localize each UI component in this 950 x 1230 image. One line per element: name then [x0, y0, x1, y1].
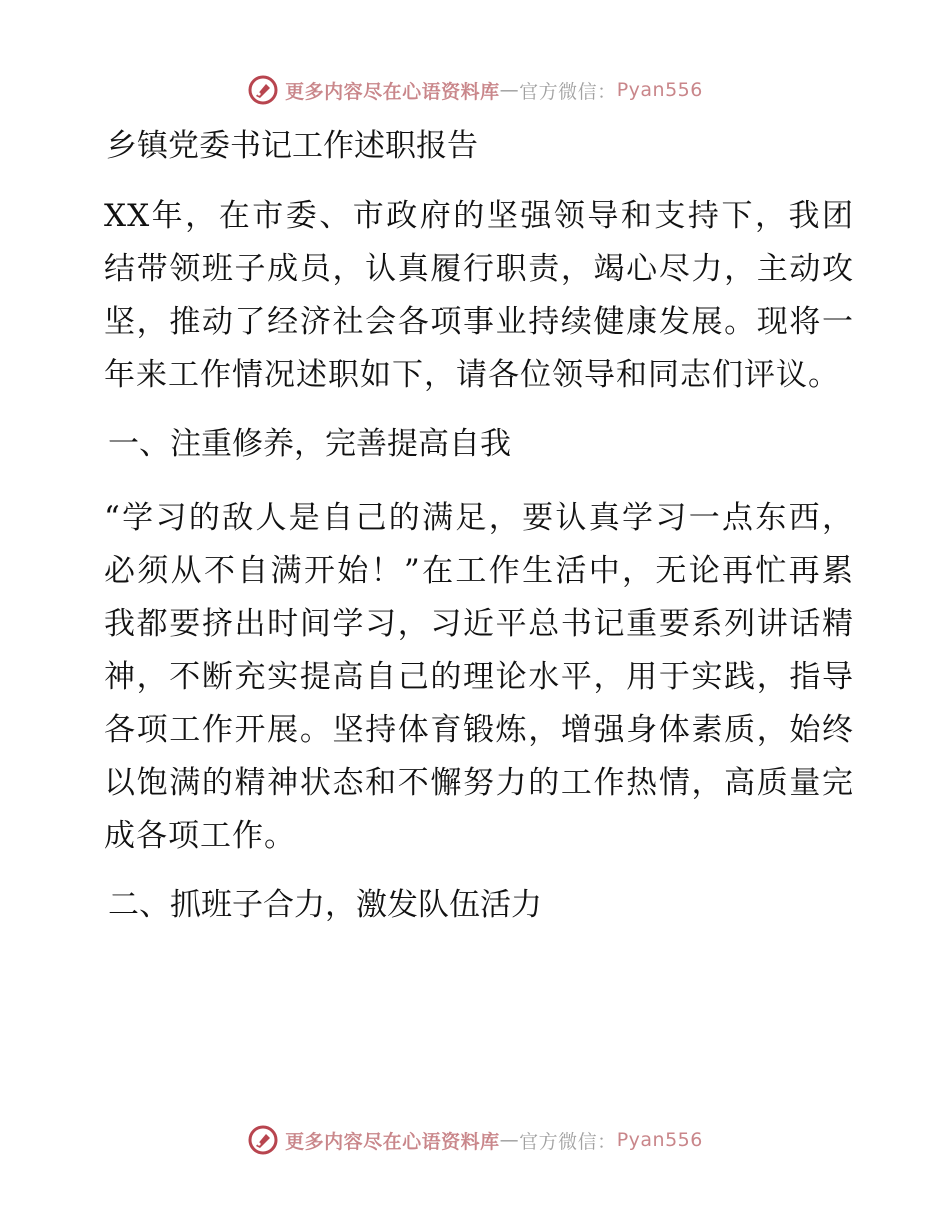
banner-text: 更多内容尽在心语资料库 [285, 80, 500, 103]
pen-nib-logo-icon [247, 74, 279, 106]
banner-separator: — [499, 1129, 520, 1151]
footer-watermark-banner [0, 1120, 950, 1160]
pen-nib-logo-icon [247, 1124, 279, 1156]
section-2-heading: 二、抓班子合力，激发队伍活力 [108, 887, 542, 923]
document-body [104, 122, 854, 953]
banner-text: 更多内容尽在心语资料库 [285, 1130, 500, 1153]
section-1-heading: 一、注重修养，完善提高自我 [108, 426, 511, 462]
banner-wechat-label: 官方微信： [519, 1130, 617, 1153]
banner-wechat-id: Pyan556 [616, 1129, 703, 1151]
banner-separator: — [499, 79, 520, 101]
intro-paragraph: XX年，在市委、市政府的坚强领导和支持下，我团结带领班子成员，认真履行职责，竭心尽力，主动攻坚，推动了经济社会各项事业持续健康发展。现将一年来工作情况述职如下，请各位领导和同志们评议。 [104, 198, 854, 393]
banner-wechat-id: Pyan556 [616, 79, 703, 101]
header-watermark-banner [0, 70, 950, 110]
banner-wechat-label: 官方微信： [519, 80, 617, 103]
document-title: 乡镇党委书记工作述职报告 [106, 128, 478, 164]
section-1-paragraph: “学习的敌人是自己的满足，要认真学习一点东西，必须从不自满开始！”在工作生活中，无论再忙再累我都要挤出时间学习，习近平总书记重要系列讲话精神，不断充实提高自己的理论水平，用于实践，指导各项工作开展。坚持体育锻炼，增强身体素质，始终以饱满的精神状态和不懈努力的工作热情，高质量完成各项工作。 [104, 500, 854, 854]
